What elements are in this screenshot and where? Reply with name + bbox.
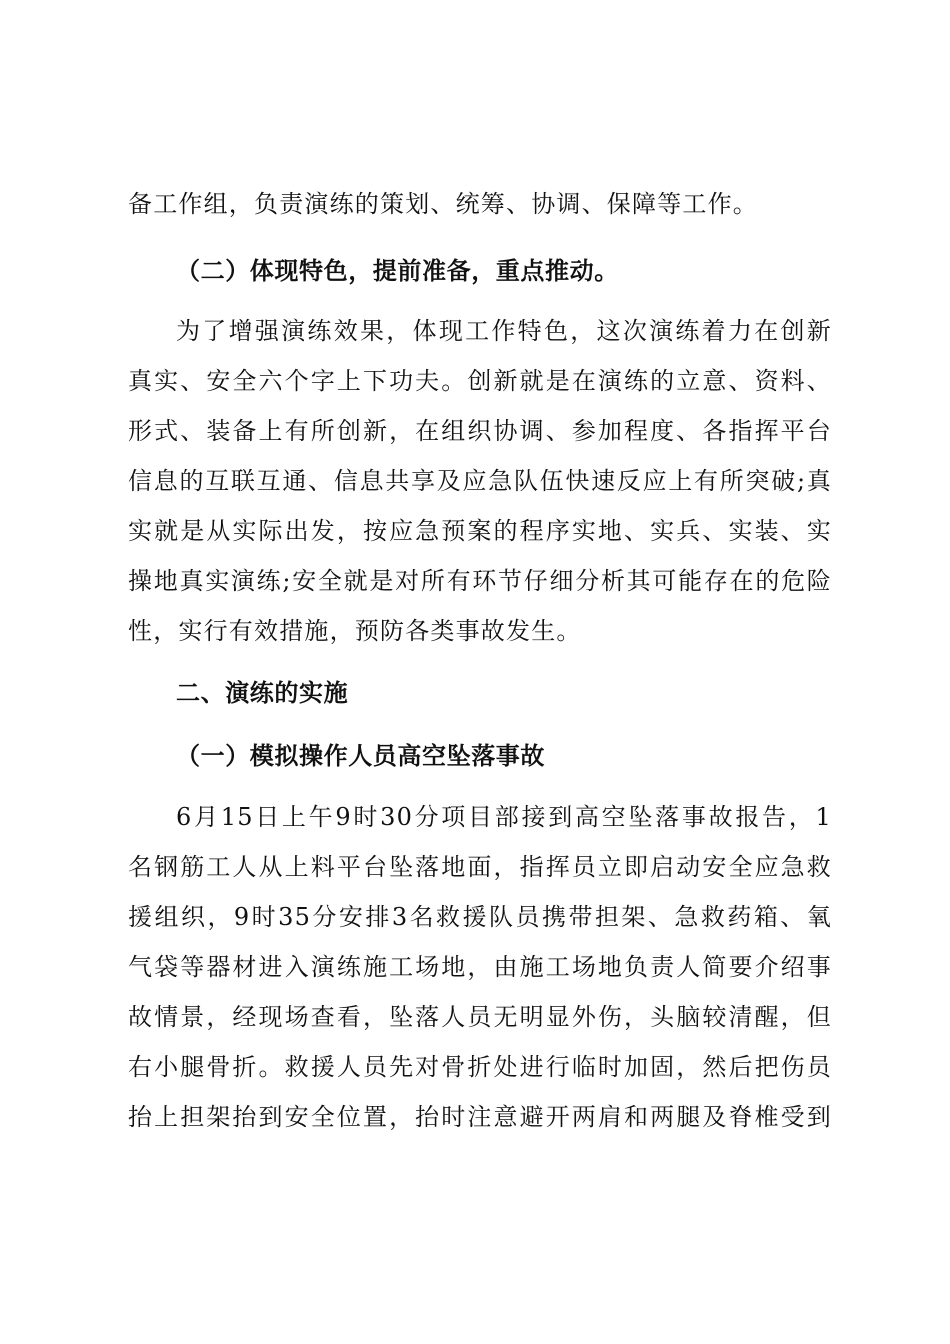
paragraph-line: 右小腿骨折。救援人员先对骨折处进行临时加固，然后把伤员 (128, 1053, 832, 1081)
paragraph-line: 操地真实演练;安全就是对所有环节仔细分析其可能存在的危险 (128, 567, 832, 595)
paragraph-line: 抬上担架抬到安全位置，抬时注意避开两肩和两腿及脊椎受到 (128, 1103, 832, 1131)
paragraph-line: 援组织，9时35分安排3名救援队员携带担架、急救药箱、氧 (128, 903, 832, 931)
paragraph-line: 气袋等器材进入演练施工场地，由施工场地负责人简要介绍事 (128, 953, 832, 981)
chapter-heading: 二、演练的实施 (176, 679, 349, 707)
paragraph-line: 实就是从实际出发，按应急预案的程序实地、实兵、实装、实 (128, 517, 832, 545)
paragraph-line-continuation: 备工作组，负责演练的策划、统筹、协调、保障等工作。 (128, 190, 758, 218)
paragraph-line: 名钢筋工人从上料平台坠落地面，指挥员立即启动安全应急救 (128, 853, 832, 881)
section-heading-2: （二）体现特色，提前准备，重点推动。 (176, 257, 619, 285)
paragraph-line: 性，实行有效措施，预防各类事故发生。 (128, 617, 582, 645)
paragraph-line: 形式、装备上有所创新，在组织协调、参加程度、各指挥平台 (128, 417, 832, 445)
paragraph-line: 故情景，经现场查看，坠落人员无明显外伤，头脑较清醒，但 (128, 1003, 832, 1031)
paragraph-line: 信息的互联互通、信息共享及应急队伍快速反应上有所突破;真 (128, 467, 832, 495)
paragraph-line: 真实、安全六个字上下功夫。创新就是在演练的立意、资料、 (128, 367, 832, 395)
section-heading-1: （一）模拟操作人员高空坠落事故 (176, 742, 545, 770)
paragraph-line: 6月15日上午9时30分项目部接到高空坠落事故报告，1 (176, 803, 832, 831)
paragraph-line: 为了增强演练效果，体现工作特色，这次演练着力在创新 (176, 317, 832, 345)
